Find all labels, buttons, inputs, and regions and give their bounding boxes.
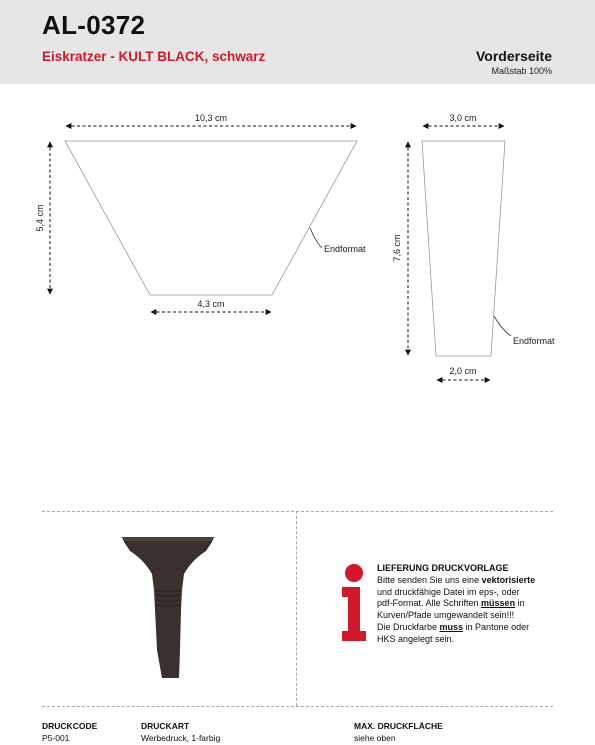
ice-scraper-image <box>118 530 218 690</box>
front-outline <box>65 141 357 295</box>
info-line6: HKS angelegt sein. <box>377 633 455 644</box>
header-band <box>0 0 595 84</box>
side-view <box>392 113 555 380</box>
article-code: AL-0372 <box>42 10 146 40</box>
scale-label: Maßstab 100% <box>491 66 552 76</box>
side-top-width: 3,0 cm <box>449 113 477 123</box>
info-line3-end: in <box>515 598 525 609</box>
druckflaeche-label: MAX. DRUCKFLÄCHE <box>354 721 443 731</box>
front-leader-line <box>310 228 322 248</box>
druckart-label: DRUCKART <box>141 721 190 731</box>
column-divider <box>296 511 297 706</box>
side-label: Vorderseite <box>476 48 552 64</box>
druckflaeche-value: siehe oben <box>354 733 396 743</box>
druckcode-value: P5-001 <box>42 733 70 743</box>
info-line5-end: in Pantone oder <box>463 621 530 632</box>
info-line4: Kurven/Pfade umgewandelt sein!!! <box>377 610 515 621</box>
info-line1-bold: vektorisierte <box>481 575 536 585</box>
front-top-width: 10,3 cm <box>194 113 228 123</box>
info-line2: und druckfähige Datei im eps-, oder <box>377 586 520 597</box>
druckart-value: Werbedruck, 1-farbig <box>141 733 221 743</box>
product-title: Eiskratzer - KULT BLACK, schwarz <box>42 49 266 64</box>
druckcode-label: DRUCKCODE <box>42 721 98 731</box>
technical-drawing <box>0 84 595 404</box>
info-icon <box>340 563 368 643</box>
side-endformat-label: Endformat <box>513 336 555 346</box>
front-height: 5,4 cm <box>35 204 45 232</box>
footer-divider <box>42 706 553 707</box>
info-line5-emph: muss <box>439 621 464 632</box>
info-line3-emph: müssen <box>481 598 516 609</box>
info-text <box>377 575 562 645</box>
side-bottom-width: 2,0 cm <box>449 366 477 376</box>
front-endformat-label: Endformat <box>324 244 366 254</box>
info-line3: pdf-Format. Alle Schriften <box>377 598 482 609</box>
info-title: LIEFERUNG DRUCKVORLAGE <box>377 563 509 573</box>
info-line1: Bitte senden Sie uns eine <box>377 575 482 585</box>
front-view <box>35 113 366 312</box>
section-divider <box>42 511 553 512</box>
side-height: 7,6 cm <box>392 234 402 262</box>
side-outline <box>422 141 505 356</box>
front-bottom-width: 4,3 cm <box>197 299 225 309</box>
info-line5: Die Druckfarbe <box>377 621 440 632</box>
side-leader-line <box>494 316 511 336</box>
